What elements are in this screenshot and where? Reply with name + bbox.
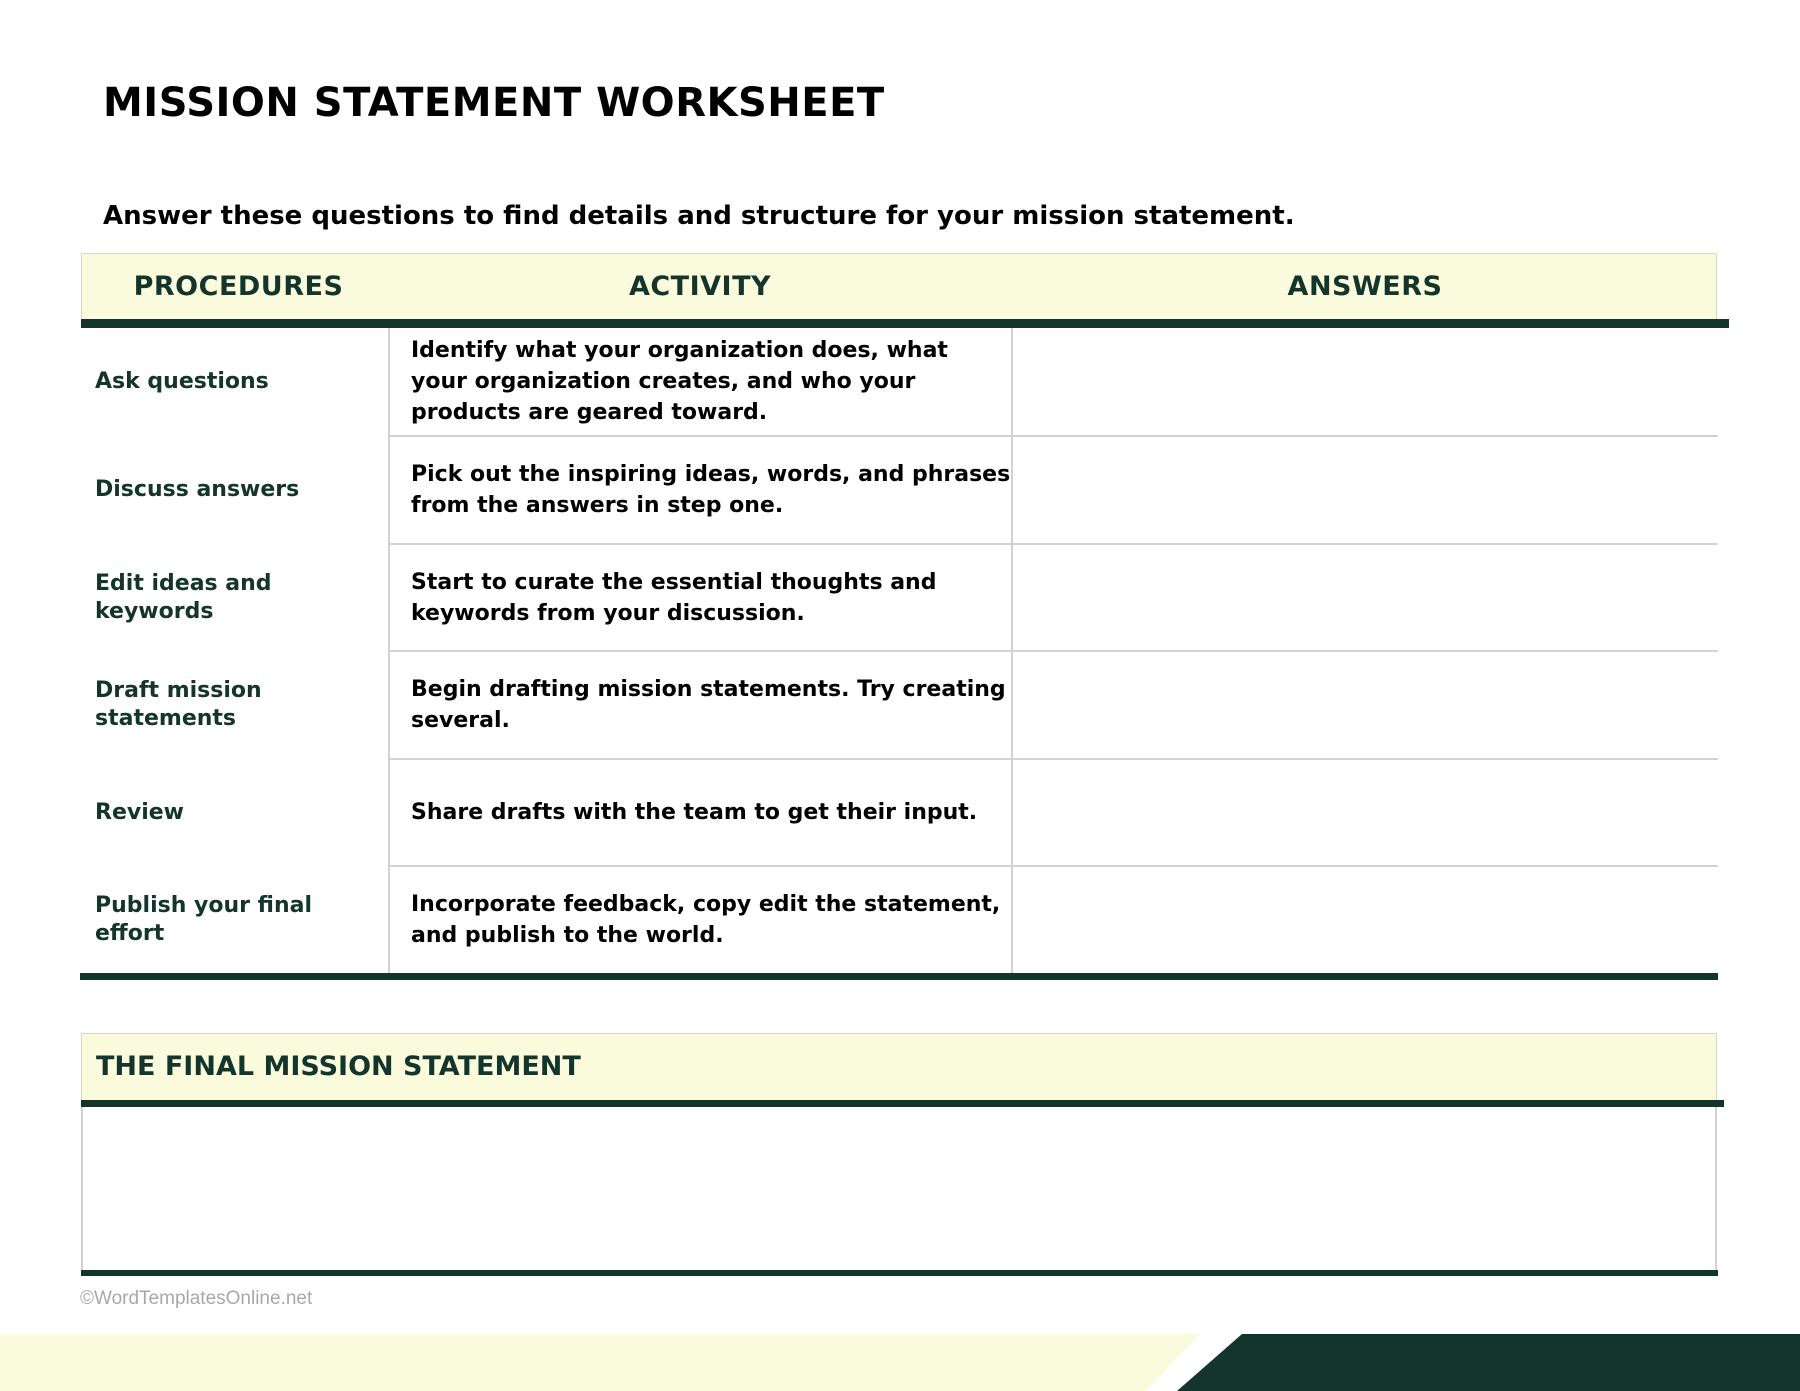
- column-header-activity: ACTIVITY: [628, 271, 772, 302]
- column-header-answers: ANSWERS: [1287, 271, 1443, 302]
- footer-green-band: [1177, 1334, 1800, 1391]
- answer-cell-ask-questions[interactable]: [1013, 328, 1717, 435]
- footer-credit: ©WordTemplatesOnline.net: [80, 1288, 313, 1309]
- header-rule: [81, 319, 1729, 328]
- procedure-discuss-answers: Discuss answers: [95, 477, 300, 502]
- procedure-publish: Publish your final effort: [95, 893, 313, 946]
- footer-decoration: [0, 1334, 1800, 1391]
- procedure-ask-questions: Ask questions: [95, 368, 269, 394]
- final-statement-rule: [81, 1100, 1724, 1107]
- activity-discuss-answers: Pick out the inspiring ideas, words, and phrases from the answers in step one.: [411, 462, 1011, 518]
- page-title: MISSION STATEMENT WORKSHEET: [103, 80, 885, 126]
- page-subtitle: Answer these questions to find details and structure for your mission statement.: [103, 201, 1295, 231]
- activity-edit-ideas: Start to curate the essential thoughts and keywords from your discussion.: [411, 569, 937, 626]
- procedure-review: Review: [95, 799, 184, 825]
- procedure-draft-statements: Draft mission statements: [95, 678, 262, 731]
- answer-cell-draft-statements[interactable]: [1013, 652, 1717, 758]
- final-statement-title: THE FINAL MISSION STATEMENT: [96, 1051, 581, 1082]
- answer-cell-discuss-answers[interactable]: [1013, 437, 1717, 543]
- footer-cream-band: [0, 1334, 1200, 1391]
- answer-cell-review[interactable]: [1013, 760, 1717, 865]
- activity-review: Share drafts with the team to get their input.: [411, 800, 978, 825]
- answer-cell-publish[interactable]: [1013, 867, 1717, 973]
- procedure-edit-ideas: Edit ideas and keywords: [95, 570, 272, 624]
- column-header-procedures: PROCEDURES: [133, 271, 344, 302]
- final-statement-input[interactable]: [81, 1107, 1717, 1270]
- activity-publish: Incorporate feedback, copy edit the statement, and publish to the world.: [411, 892, 1001, 948]
- final-statement-bottom-rule: [81, 1270, 1718, 1276]
- answer-cell-edit-ideas[interactable]: [1013, 545, 1717, 650]
- activity-draft-statements: Begin drafting mission statements. Try creating several.: [411, 677, 1006, 733]
- table-bottom-rule: [80, 973, 1718, 980]
- activity-ask-questions: Identify what your organization does, what your organization creates, and who your products are geared toward.: [411, 338, 948, 425]
